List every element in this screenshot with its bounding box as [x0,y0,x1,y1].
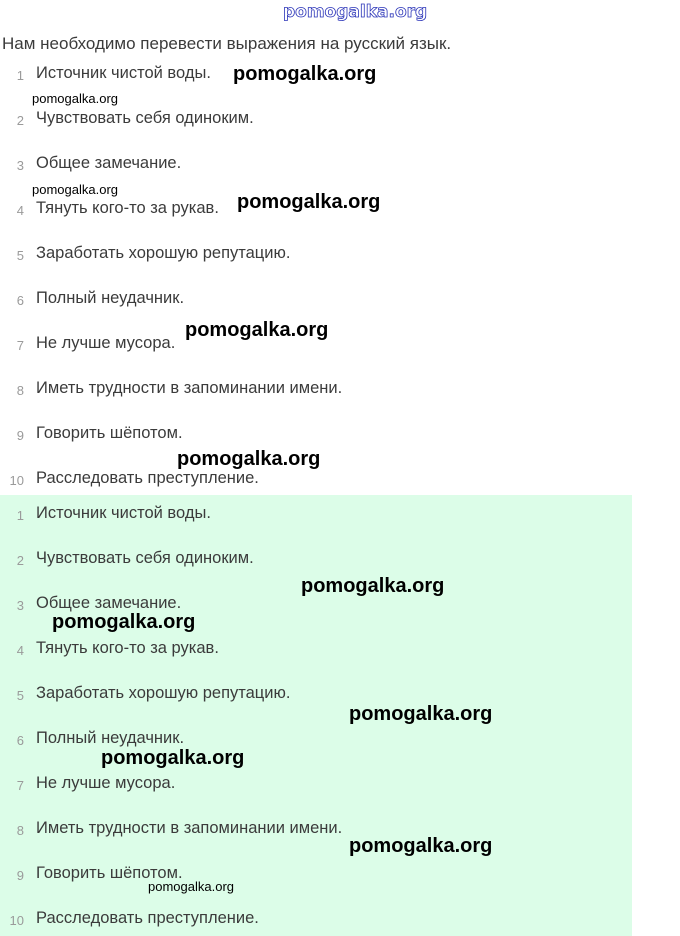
list-item [0,154,632,180]
item-number: 5 [16,688,24,703]
item-number: 8 [16,823,24,838]
item-text: Общее замечание. [36,154,182,172]
item-number: 3 [16,598,24,613]
item-text: Говорить шёпотом. [36,424,183,442]
item-number: 9 [16,428,24,443]
site-header [0,0,680,28]
item-text: Заработать хорошую репутацию. [36,684,291,702]
item-number: 10 [9,913,24,928]
item-text: Расследовать преступление. [36,469,259,487]
task-intro: Нам необходимо перевести выражения на русский язык. [2,34,452,53]
list-item [0,549,632,575]
item-number: 5 [16,248,24,263]
item-number: 2 [16,113,24,128]
item-number: 1 [16,68,24,83]
item-text: Иметь трудности в запоминании имени. [36,819,343,837]
item-number: 3 [16,158,24,173]
watermark: pomogalka.org [32,91,118,106]
item-text: Полный неудачник. [36,289,185,307]
list-item [0,639,632,665]
item-text: Тянуть кого-то за рукав. [36,639,219,657]
list-item [0,504,632,530]
watermark: pomogalka.org [349,703,493,725]
item-number: 1 [16,508,24,523]
item-text: Не лучше мусора. [36,334,176,352]
item-number: 2 [16,553,24,568]
list-item [0,729,632,755]
list-item [0,109,632,135]
list-item [0,864,632,890]
watermark: pomogalka.org [101,747,245,769]
item-number: 9 [16,868,24,883]
item-number: 10 [9,473,24,488]
site-logo[interactable]: pomogalka.org [283,2,428,22]
item-text: Иметь трудности в запоминании имени. [36,379,343,397]
list-item [0,774,632,800]
item-text: Тянуть кого-то за рукав. [36,199,219,217]
list-item [0,289,632,315]
item-text: Говорить шёпотом. [36,864,183,882]
list-item [0,469,632,495]
item-number: 4 [16,643,24,658]
watermark: pomogalka.org [301,575,445,597]
item-text: Не лучше мусора. [36,774,176,792]
watermark: pomogalka.org [237,191,381,213]
watermark: pomogalka.org [52,611,196,633]
item-text: Полный неудачник. [36,729,185,747]
watermark: pomogalka.org [233,63,377,85]
list-item [0,684,632,710]
list-item [0,379,632,405]
list-item [0,244,632,270]
watermark: pomogalka.org [349,835,493,857]
watermark: pomogalka.org [148,879,234,894]
item-text: Чувствовать себя одиноким. [36,109,254,127]
list-item [0,909,632,935]
item-text: Источник чистой воды. [36,64,211,82]
list-item [0,424,632,450]
watermark: pomogalka.org [185,319,329,341]
item-number: 8 [16,383,24,398]
item-number: 7 [16,338,24,353]
item-text: Источник чистой воды. [36,504,211,522]
watermark: pomogalka.org [32,182,118,197]
item-text: Заработать хорошую репутацию. [36,244,291,262]
watermark: pomogalka.org [177,448,321,470]
item-text: Общее замечание. [36,594,182,612]
list-item [0,819,632,845]
item-number: 6 [16,733,24,748]
item-text: Чувствовать себя одиноким. [36,549,254,567]
item-text: Расследовать преступление. [36,909,259,927]
item-number: 6 [16,293,24,308]
item-number: 7 [16,778,24,793]
item-number: 4 [16,203,24,218]
